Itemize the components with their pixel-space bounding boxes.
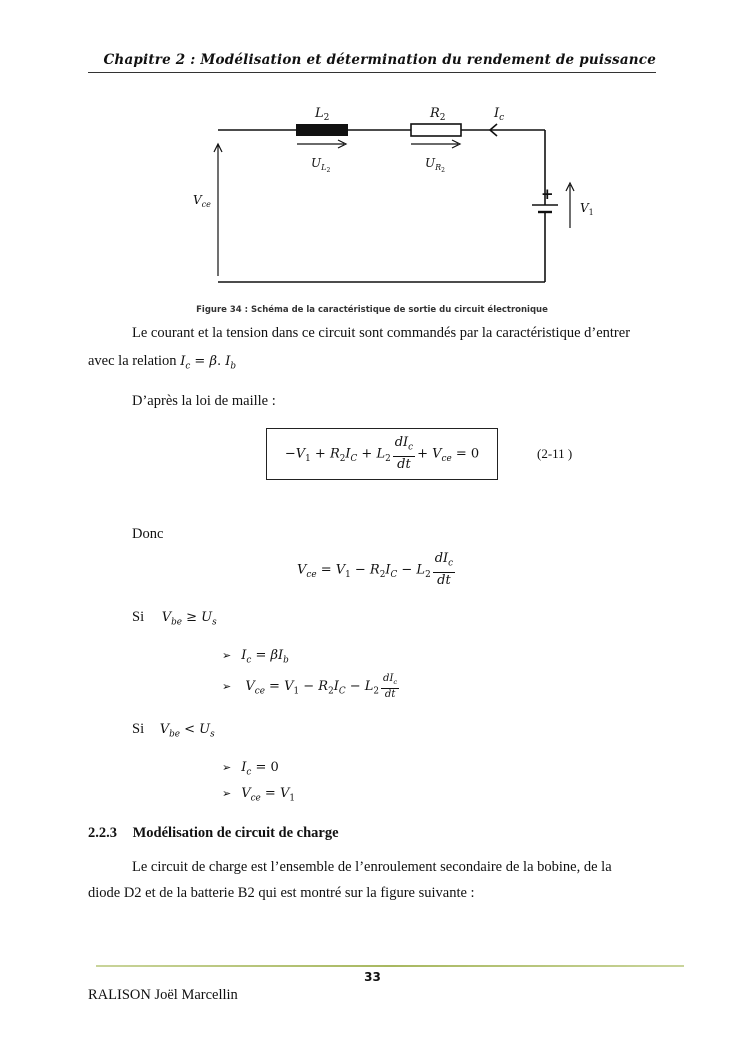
equation-vce: $V_{ce} = V_1 - R_2I_C - L_2$ $\frac{dI_c}{dt}$ bbox=[297, 551, 454, 588]
circuit-diagram bbox=[0, 0, 745, 300]
section-title: Modélisation de circuit de charge bbox=[132, 825, 339, 841]
condition-1: Si $V_{be} \ge U_s$ bbox=[132, 609, 217, 628]
para1-line2: avec la relation $I_c = \beta$. $I_b$ bbox=[88, 353, 237, 372]
equation-number: (2-11 ) bbox=[537, 446, 573, 461]
label-ur2: $U_R2$ bbox=[425, 156, 445, 174]
equation-2-11: $-V_1 + R_2I_C + L_2$ $\frac{dI_c}{dt}$ + $V_{ce} = 0$ bbox=[284, 435, 480, 472]
section-heading bbox=[88, 820, 339, 846]
label-ul2: $U_L2$ bbox=[311, 156, 331, 174]
page-number: 33 bbox=[364, 970, 381, 984]
condition-2: Si $V_{be} < U_s$ bbox=[132, 721, 215, 740]
label-ic: $I_c$ bbox=[494, 106, 505, 123]
para3-line2: diode D2 et de la batterie B2 qui est montré sur la figure suivante : bbox=[88, 885, 475, 901]
bullet-1-1: ➢ $I_c = \beta I_b$ bbox=[222, 648, 289, 666]
label-r2: $R_2$ bbox=[430, 106, 446, 123]
para1-line1: Le courant et la tension dans ce circuit sont commandés par la caractéristique d’entrer bbox=[132, 325, 631, 341]
label-l2: $L_2$ bbox=[315, 106, 330, 123]
donc-label: Donc bbox=[132, 526, 164, 542]
para2: D’après la loi de maille : bbox=[132, 393, 276, 409]
resistor-r2 bbox=[411, 124, 461, 136]
para3-line1: Le circuit de charge est l’ensemble de l’enroulement secondaire de la bobine, de la bbox=[132, 859, 612, 875]
battery-plus-sign: + bbox=[541, 185, 554, 203]
author-name: RALISON Joël Marcellin bbox=[88, 987, 238, 1003]
footer-divider bbox=[96, 965, 684, 967]
inductor-l2 bbox=[296, 124, 348, 136]
label-v1: $V_1$ bbox=[580, 201, 594, 217]
chapter-title: Chapitre 2 : Modélisation et détermination du rendement de puissance bbox=[103, 52, 656, 68]
relation-ic: $I_c = \beta$. $I_b$ bbox=[180, 354, 237, 372]
section-number: 2.2.3 bbox=[88, 825, 117, 841]
figure-caption: Figure 34 : Schéma de la caractéristique de sortie du circuit électronique bbox=[196, 305, 548, 315]
bullet-1-2: ➢ $V_{ce} = V_1 - R_2I_C - L_2$ $\frac{dI_c}{dt}$ bbox=[222, 673, 398, 700]
equation-box-2-11 bbox=[266, 428, 498, 480]
bullet-2-1: ➢ $I_c = 0$ bbox=[222, 760, 279, 778]
bullet-2-2: ➢ $V_{ce} = V_1$ bbox=[222, 786, 295, 804]
label-vce: $V_{ce}$ bbox=[193, 193, 211, 209]
